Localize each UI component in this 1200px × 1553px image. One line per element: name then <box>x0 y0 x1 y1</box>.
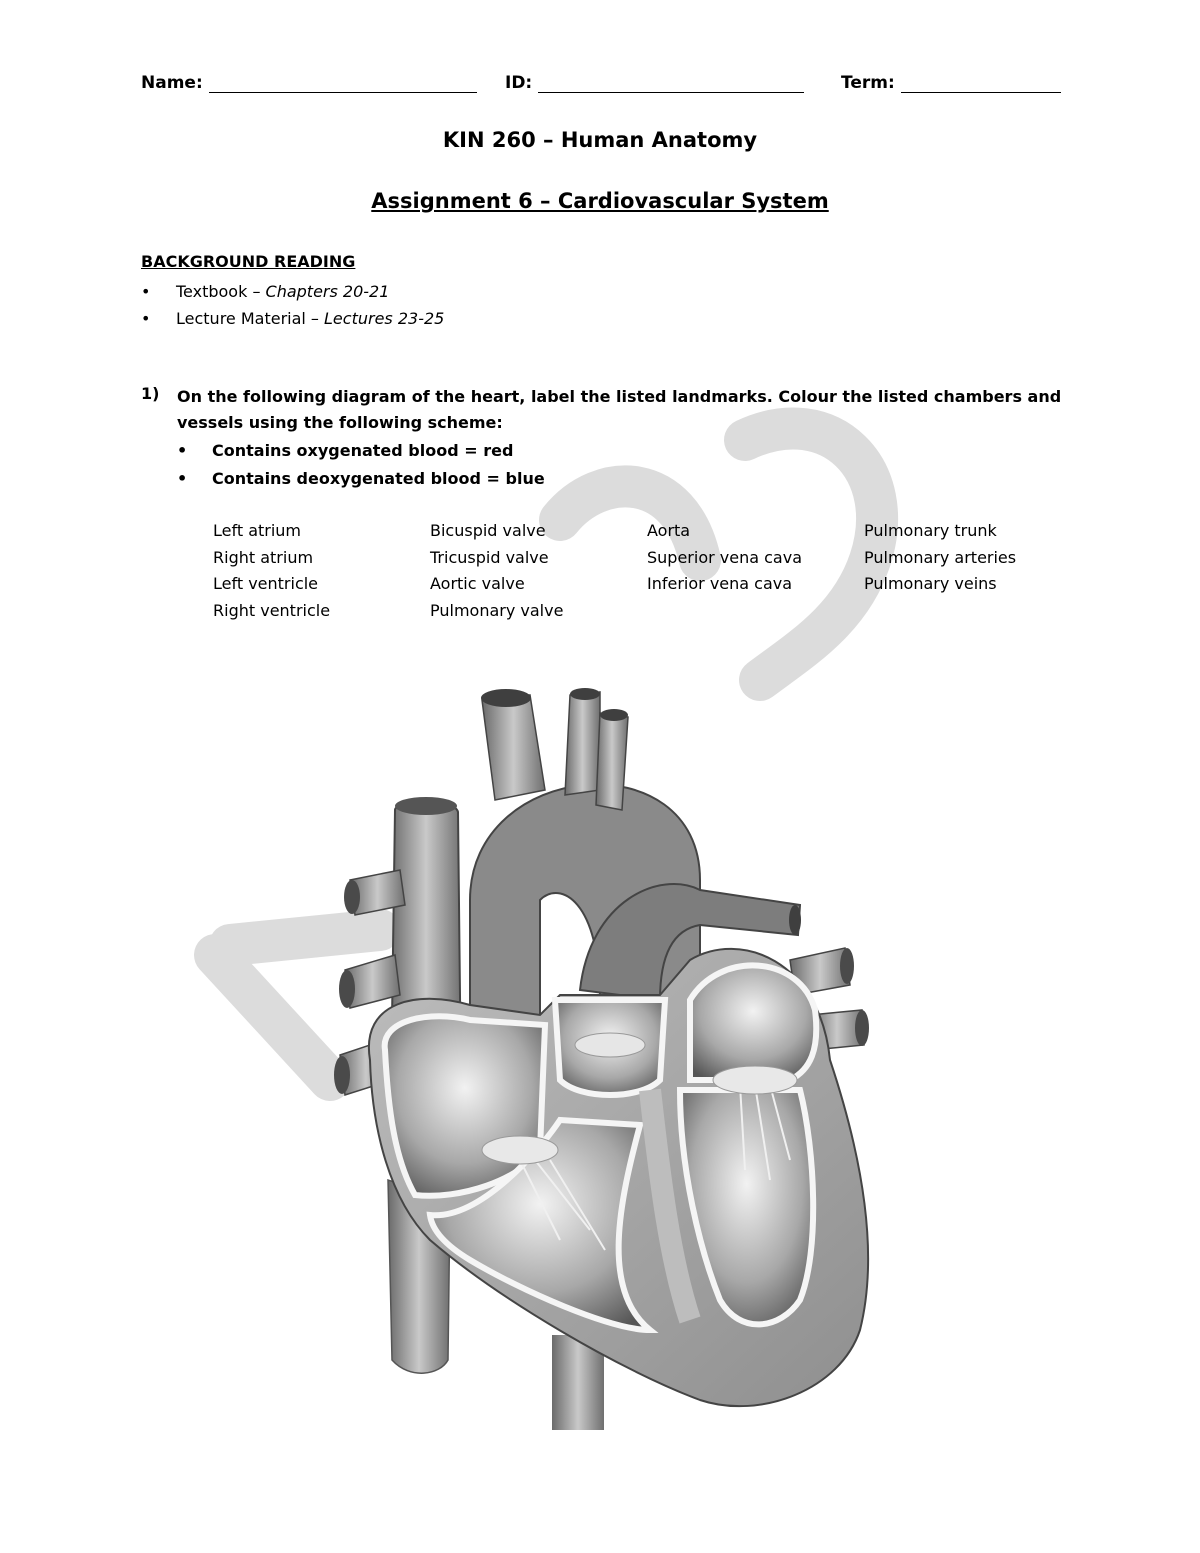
assignment-title: Assignment 6 – Cardiovascular System <box>371 189 829 213</box>
term-item: Left atrium <box>213 521 302 540</box>
term-item: Superior vena cava <box>647 547 802 567</box>
aortic-valve <box>575 1033 645 1057</box>
term-item: Right atrium <box>213 547 314 567</box>
left-atrium <box>690 965 816 1080</box>
term-label: Term: <box>841 73 895 93</box>
brachiocephalic-artery <box>482 695 545 800</box>
left-subclavian-artery <box>596 713 628 810</box>
bicuspid-valve <box>713 1066 797 1094</box>
id-label: ID: <box>505 73 533 93</box>
question-text: On the following diagram of the heart, label the listed landmarks. Colour the listed chambers and vessels using the following scheme: <box>177 387 1062 432</box>
right-pulmonary-opening <box>334 1056 350 1094</box>
reading-item-detail: Lectures 23-25 <box>324 309 445 328</box>
name-label: Name: <box>141 73 203 93</box>
term-item: Pulmonary arteries <box>864 547 1017 567</box>
question-number: 1) <box>141 384 160 403</box>
term-item: Aortic valve <box>430 574 525 593</box>
left-subclavian-opening <box>600 709 628 721</box>
term-item: Bicuspid valve <box>430 521 546 540</box>
term-item: Aorta <box>647 521 691 540</box>
scheme-item-oxygenated: • Contains oxygenated blood = red <box>177 437 545 465</box>
term-item: Pulmonary veins <box>864 574 997 593</box>
right-pulmonary-opening <box>344 880 360 914</box>
left-common-carotid <box>565 692 600 795</box>
term-item: Right ventricle <box>213 600 331 620</box>
term-item: Pulmonary valve <box>430 600 564 620</box>
left-pulmonary-opening <box>840 948 854 984</box>
reading-item-label: Lecture Material – <box>176 309 325 328</box>
term-item: Inferior vena cava <box>647 574 793 593</box>
term-item: Pulmonary trunk <box>864 521 997 540</box>
reading-item-detail: Chapters 20-21 <box>265 282 390 301</box>
left-pulmonary-opening <box>855 1010 869 1046</box>
tricuspid-valve <box>482 1136 558 1164</box>
term-item: Tricuspid valve <box>430 547 549 567</box>
brachiocephalic-opening <box>481 689 531 707</box>
reading-item-label: Textbook – <box>176 282 266 301</box>
right-pulmonary-opening <box>339 970 355 1008</box>
course-title: KIN 260 – Human Anatomy <box>442 128 758 152</box>
term-item: Left ventricle <box>213 574 319 593</box>
left-common-carotid-opening <box>570 688 600 700</box>
background-reading-heading: BACKGROUND READING <box>141 252 356 271</box>
scheme-item-deoxygenated: • Contains deoxygenated blood = blue <box>177 465 545 493</box>
pulmonary-artery-opening <box>789 905 801 935</box>
superior-vena-cava-opening <box>395 797 457 815</box>
